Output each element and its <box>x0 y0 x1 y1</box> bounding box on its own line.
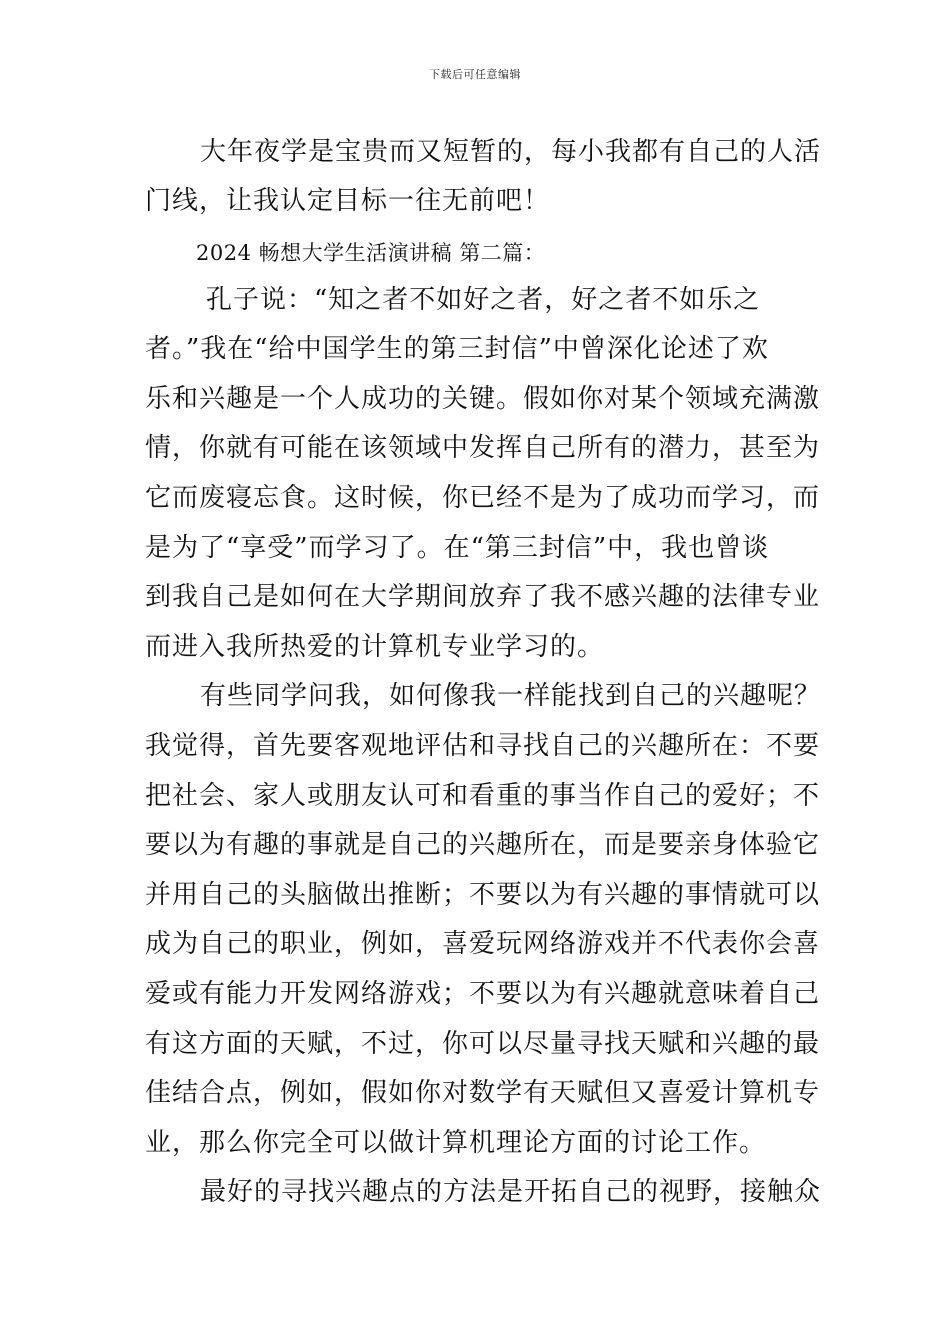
text-line: 门线，让我认定目标一往无前吧！ <box>145 186 551 216</box>
text-line: 孔子说：“知之者不如好之者，好之者不如乐之 <box>206 285 761 315</box>
text-line: 最好的寻找兴趣点的方法是开拓自己的视野，接触众 <box>200 1177 822 1207</box>
text-line: 爱或有能力开发网络游戏；不要以为有兴趣就意味着自己 <box>145 979 821 1009</box>
text-line: 而进入我所热爱的计算机专业学习的。 <box>145 632 605 662</box>
text-line: 到我自己是如何在大学期间放弃了我不感兴趣的法律专业 <box>145 582 821 612</box>
text-line: 情，你就有可能在该领域中发挥自己所有的潜力，甚至为 <box>145 433 821 463</box>
header-note: 下载后可任意编辑 <box>429 68 521 81</box>
text-line: 成为自己的职业，例如，喜爱玩网络游戏并不代表你会喜 <box>145 929 821 959</box>
text-line: 我觉得，首先要客观地评估和寻找自己的兴趣所在：不要 <box>145 731 821 761</box>
text-line: 佳结合点，例如，假如你对数学有天赋但又喜爱计算机专 <box>145 1078 821 1108</box>
section-heading: 2024 畅想大学生活演讲稿 第二篇： <box>196 241 546 265</box>
text-line: 大年夜学是宝贵而又短暂的，每小我都有自己的人活 <box>200 137 822 167</box>
text-line: 有些同学问我，如何像我一样能找到自己的兴趣呢？ <box>200 681 822 711</box>
text-line: 有这方面的天赋，不过，你可以尽量寻找天赋和兴趣的最 <box>145 1029 821 1059</box>
text-line: 是为了“享受”而学习了。在“第三封信”中，我也曾谈 <box>145 533 770 563</box>
text-line: 它而废寝忘食。这时候，你已经不是为了成功而学习，而 <box>145 483 821 513</box>
text-line: 并用自己的头脑做出推断；不要以为有兴趣的事情就可以 <box>145 880 821 910</box>
text-line: 要以为有趣的事就是自己的兴趣所在，而是要亲身体验它 <box>145 830 821 860</box>
text-line: 业，那么你完全可以做计算机理论方面的讨论工作。 <box>145 1128 767 1158</box>
text-line: 把社会、家人或朋友认可和看重的事当作自己的爱好；不 <box>145 781 821 811</box>
text-line: 乐和兴趣是一个人成功的关键。假如你对某个领域充满激 <box>145 384 821 414</box>
text-line: 者。”我在“给中国学生的第三封信”中曾深化论述了欢 <box>145 334 769 364</box>
